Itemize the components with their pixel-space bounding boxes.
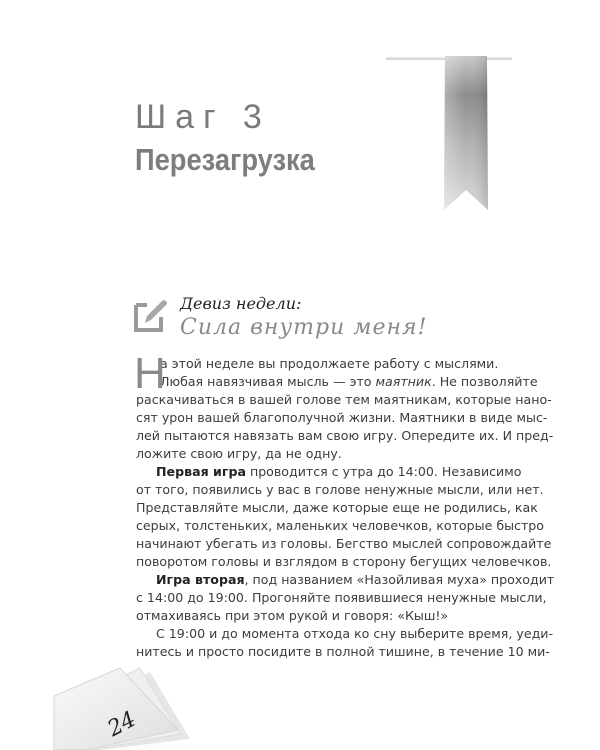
text-line: [136, 607, 490, 625]
text-run: нитесь и просто посидите в полной тишине, в течение 10 ми-: [136, 644, 550, 659]
motto-label: Девиз недели:: [180, 294, 302, 313]
text-line: [136, 355, 499, 373]
text-line: [136, 427, 554, 445]
text-run: сят урон вашей благополучной жизни. Маятники в виде мыс-: [136, 410, 548, 425]
drop-cap: Н: [134, 349, 166, 398]
note-pencil-icon: [133, 297, 169, 333]
text-line: [136, 589, 547, 607]
text-run: Представляйте мысли, даже которые еще не родились, как: [136, 500, 538, 515]
chapter-step: Шаг 3: [135, 98, 271, 136]
chapter-title: Перезагрузка: [135, 142, 315, 177]
body-text: [134, 349, 555, 661]
text-line: [136, 499, 538, 517]
text-line: [136, 517, 544, 535]
text-run: с 14:00 до 19:00. Прогоняйте появившиеся ненужные мысли,: [136, 590, 547, 605]
text-line: [136, 391, 552, 409]
bold-text: Игра вторая: [156, 572, 245, 587]
text-run: ложите свою игру, да не одну.: [136, 446, 342, 461]
text-run: Любая навязчивая мысль — это: [160, 374, 376, 389]
text-line: [136, 643, 550, 661]
text-run: начинают убегать из головы. Бегство мыслей сопровождайте: [136, 536, 552, 551]
text-run: отмахиваясь при этом рукой и говоря: «Кыш!»: [136, 608, 449, 623]
text-line: [136, 445, 490, 463]
text-run: проводится с утра до 14:00. Независимо: [245, 464, 522, 479]
text-run: поворотом головы и взглядом в сторону бегущих человечков.: [136, 554, 552, 569]
motto-text: Сила внутри меня!: [180, 315, 428, 340]
text-line: [136, 535, 552, 553]
text-run: от того, появились у вас в голове ненужные мысли, или нет.: [136, 482, 544, 497]
text-line: [136, 553, 552, 571]
text-line: [136, 463, 522, 481]
text-line: [136, 481, 544, 499]
text-run: С 19:00 и до момента отхода ко сну выберите время, уеди-: [156, 626, 554, 641]
text-run: лей пытаются навязать вам свою игру. Опередите их. И пред-: [136, 428, 554, 443]
page-number: 24: [103, 706, 141, 743]
text-run: раскачиваться в вашей голове тем маятникам, которые нано-: [136, 392, 552, 407]
bookmark-ribbon-icon: [443, 54, 491, 214]
text-run: , под названием «Назойливая муха» проходит: [244, 572, 555, 587]
text-line: [136, 571, 555, 589]
text-run: серых, толстеньких, маленьких человечков, которые быстро: [136, 518, 544, 533]
text-line: [136, 409, 548, 427]
italic-text: маятник: [375, 374, 432, 389]
text-line: [136, 373, 538, 391]
bold-text: Первая игра: [156, 464, 246, 479]
text-run: а этой неделе вы продолжаете работу с мыслями.: [160, 356, 499, 371]
text-line: [136, 625, 554, 643]
text-run: . Не позволяйте: [431, 374, 538, 389]
